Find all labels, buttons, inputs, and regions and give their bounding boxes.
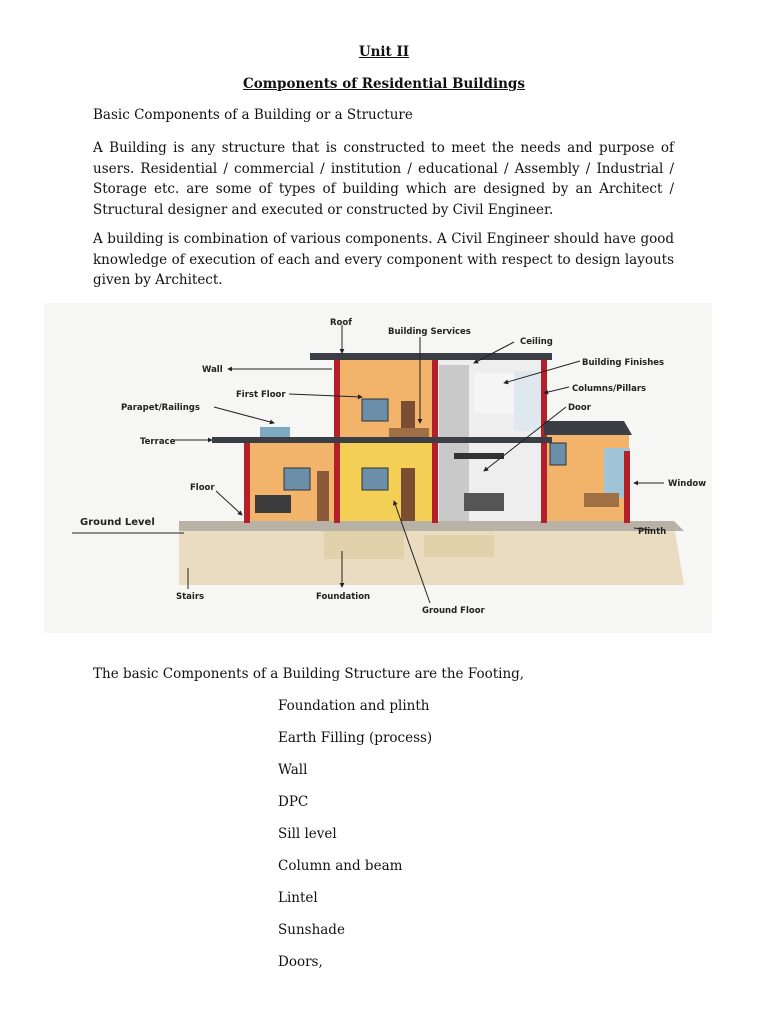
list-item: Lintel <box>278 890 318 906</box>
list-item: DPC <box>278 794 309 810</box>
label-roof: Roof <box>330 318 352 328</box>
label-door: Door <box>568 403 591 413</box>
house-illustration <box>44 303 712 633</box>
list-item: Earth Filling (process) <box>278 730 433 746</box>
list-item: Sill level <box>278 826 337 842</box>
list-item: Doors, <box>278 954 323 970</box>
first-floor-slab <box>212 437 552 443</box>
paragraph-building-definition: A Building is any structure that is constructed to meet the needs and purpose of users. Residential / commercial / institution / educational / Assembly / Industrial / Storage etc. are some of types of building which are designed by an Architect / Structural designer and executed or constructed by Civil Engineer. <box>93 140 674 218</box>
list-item: Foundation and plinth <box>278 698 430 714</box>
list-intro: The basic Components of a Building Structure are the Footing, <box>93 666 525 682</box>
label-ceiling: Ceiling <box>520 337 553 347</box>
label-wall: Wall <box>202 365 223 375</box>
label-stairs: Stairs <box>176 592 205 602</box>
building-components-diagram <box>44 303 712 633</box>
label-columns-pillars: Columns/Pillars <box>572 384 647 394</box>
parapet <box>260 427 290 437</box>
label-terrace: Terrace <box>140 437 176 447</box>
list-item: Wall <box>278 762 308 778</box>
roof-slab <box>310 353 552 360</box>
label-building-services: Building Services <box>388 327 471 337</box>
unit-title: Unit II <box>358 44 410 60</box>
section-title: Components of Residential Buildings <box>243 76 525 92</box>
list-item: Sunshade <box>278 922 345 938</box>
label-floor: Floor <box>190 483 215 493</box>
subtitle: Basic Components of a Building or a Structure <box>93 107 413 123</box>
label-ground-level: Ground Level <box>80 517 155 528</box>
label-parapet-railings: Parapet/Railings <box>121 403 200 413</box>
label-window: Window <box>668 479 707 489</box>
list-item: Column and beam <box>278 858 403 874</box>
label-building-finishes: Building Finishes <box>582 358 665 368</box>
label-first-floor: First Floor <box>236 390 286 400</box>
column-left <box>244 441 250 523</box>
label-plinth: Plinth <box>638 527 667 537</box>
annex-roof <box>544 421 632 435</box>
gravel-layer <box>179 521 684 531</box>
label-ground-floor: Ground Floor <box>422 606 485 616</box>
column-annex <box>624 451 630 523</box>
label-foundation: Foundation <box>316 592 371 602</box>
paragraph-components-intro: A building is combination of various components. A Civil Engineer should have good knowledge of execution of each and every component with respect to design layouts given by Architect. <box>93 231 674 288</box>
